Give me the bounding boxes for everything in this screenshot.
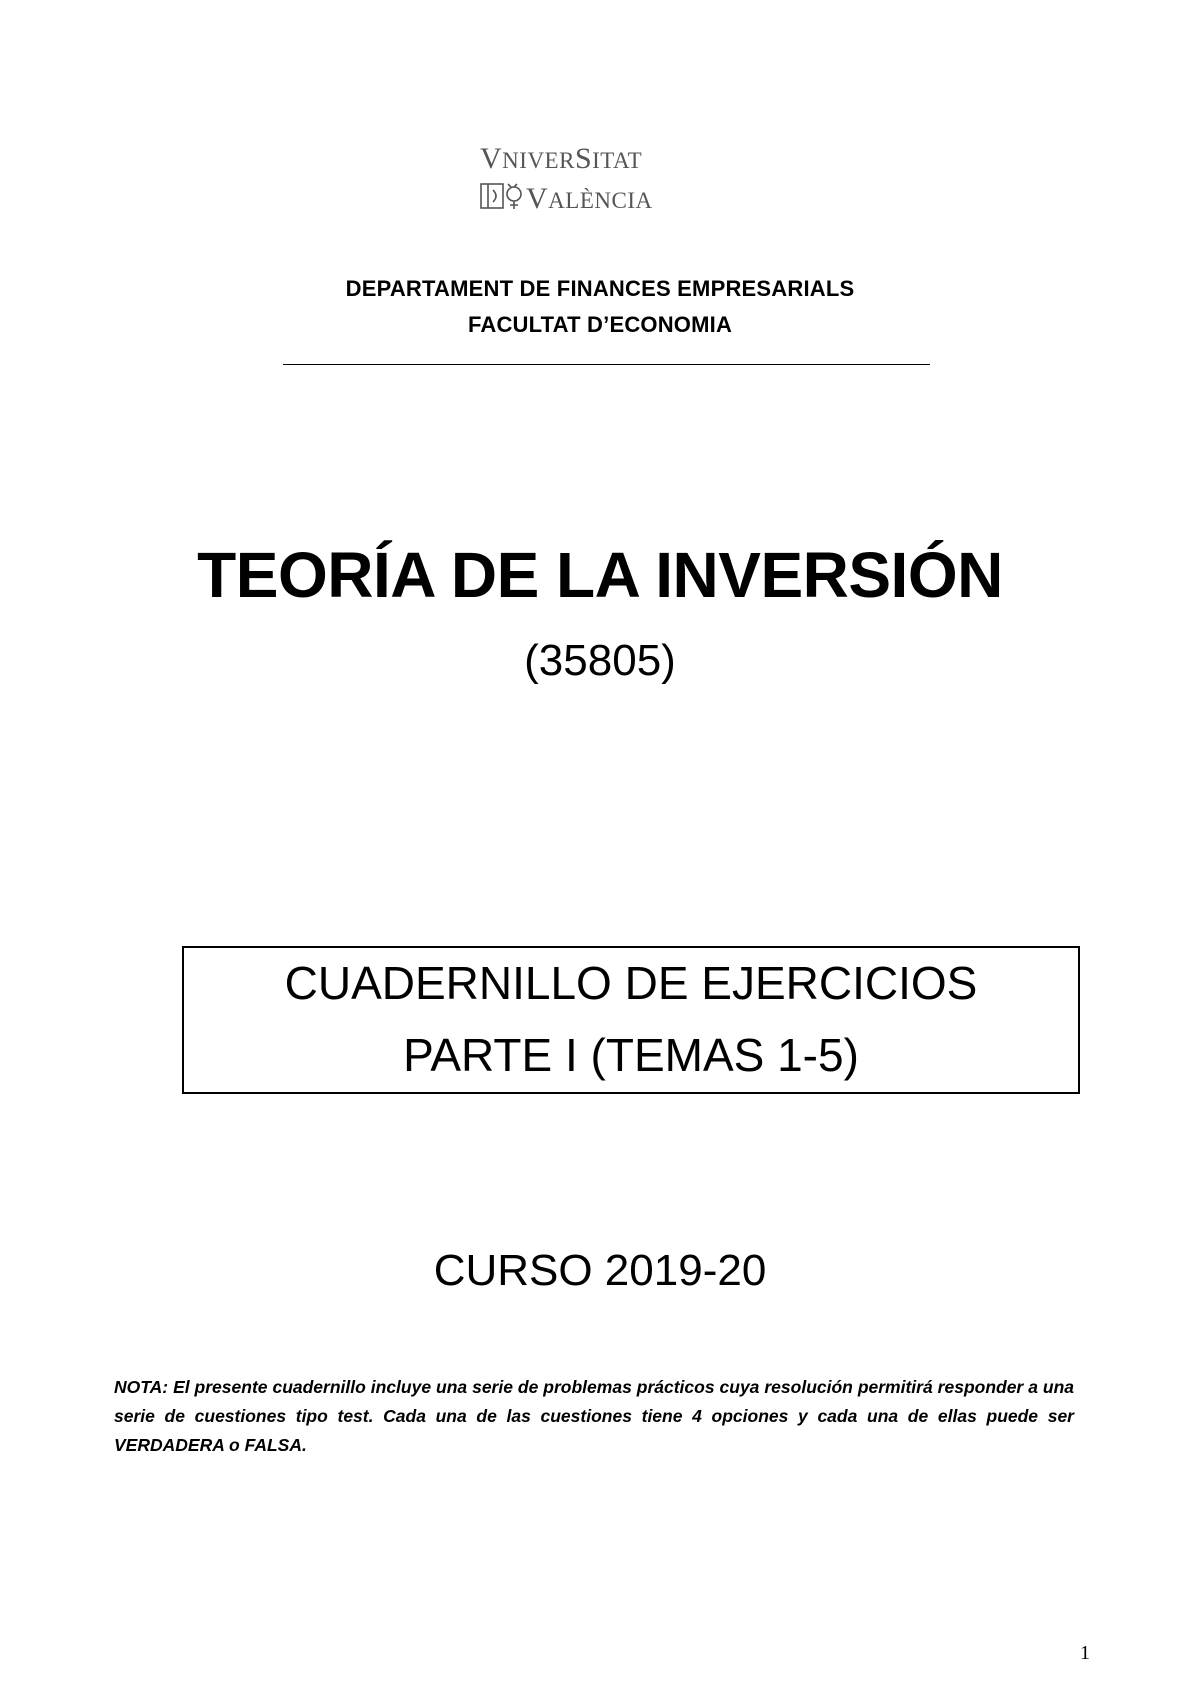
university-logo — [480, 136, 720, 214]
faculty-name: FACULTAT D’ECONOMIA — [467, 312, 733, 337]
note-paragraph: NOTA: El presente cuadernillo incluye una serie de problemas prácticos cuya resolución permitirá responder a una serie de cuestiones tipo test. Cada una de las cuestiones tiene 4 opciones y cada una de ellas puede ser VERDADERA o FALSA. — [114, 1377, 1074, 1455]
header-divider — [283, 364, 930, 365]
subtitle-line-2: PARTE I (TEMAS 1-5) — [403, 1029, 859, 1081]
academic-year: CURSO 2019-20 — [433, 1246, 767, 1295]
subtitle-line-1: CUADERNILLO DE EJERCICIOS — [284, 957, 978, 1009]
course-code: (35805) — [524, 636, 676, 685]
subtitle-box — [182, 946, 1080, 1094]
department-name: DEPARTAMENT DE FINANCES EMPRESARIALS — [345, 276, 855, 301]
svg-text:VNIVERSITAT: VNIVERSITAT — [480, 142, 643, 175]
svg-text:VALÈNCIA: VALÈNCIA — [526, 182, 653, 214]
document-title: TEORÍA DE LA INVERSIÓN — [197, 539, 1003, 611]
page-number: 1 — [1080, 1642, 1090, 1664]
